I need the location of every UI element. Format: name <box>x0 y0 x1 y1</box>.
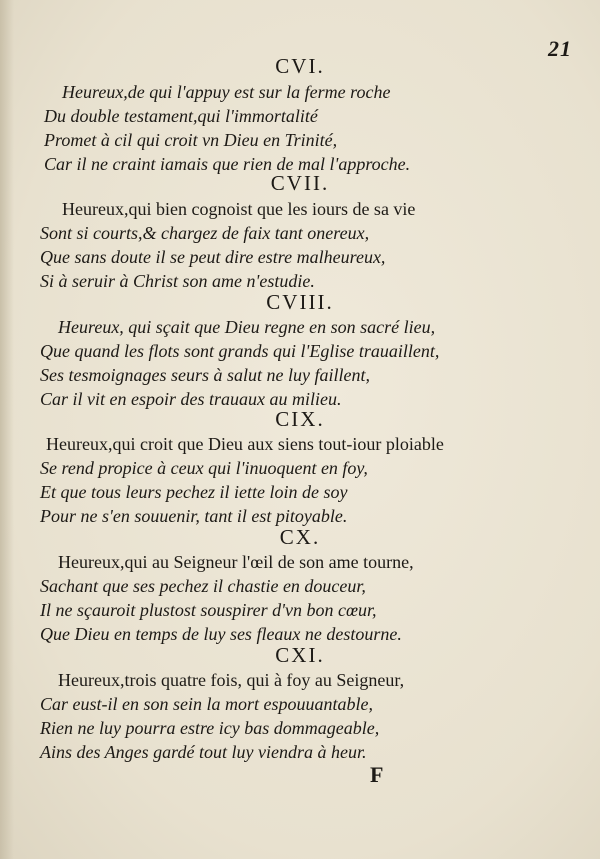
verse-line: Que Dieu en temps de luy ses fleaux ne destourne. <box>40 624 402 644</box>
verse-line: Que sans doute il se peut dire estre malheureux, <box>40 247 386 267</box>
verse-line: Heureux,trois quatre fois, qui à foy au Seigneur, <box>58 670 405 690</box>
stanza-heading: CIX. <box>275 407 325 431</box>
verse-line: Sont si courts,& chargez de faix tant onereux, <box>40 223 370 243</box>
verse-line: Et que tous leurs pechez il iette loin de soy <box>40 482 348 502</box>
verse-line: Car eust-il en son sein la mort espouuantable, <box>40 694 373 714</box>
verse-line: Heureux,de qui l'appuy est sur la ferme roche <box>62 82 391 102</box>
verse-line: Car il ne craint iamais que rien de mal l'approche. <box>44 154 411 174</box>
stanza-heading: CX. <box>279 525 321 549</box>
verse-line: Se rend propice à ceux qui l'inuoquent en foy, <box>40 458 368 478</box>
verse-line: Heureux,qui bien cognoist que les iours de sa vie <box>62 199 416 219</box>
verse-line: Si à seruir à Christ son ame n'estudie. <box>40 271 315 291</box>
verse-line: Ains des Anges gardé tout luy viendra à heur. <box>40 742 367 762</box>
verse-line: Promet à cil qui croit vn Dieu en Trinité, <box>44 130 338 150</box>
verse-line: Ses tesmoignages seurs à salut ne luy faillent, <box>40 365 370 385</box>
verse-line: Car il vit en espoir des trauaux au milieu. <box>40 389 342 409</box>
verse-line: Que quand les flots sont grands qui l'Eglise trauaillent, <box>40 341 440 361</box>
stanza-heading: CXI. <box>275 643 325 667</box>
verse-line: Pour ne s'en souuenir, tant il est pitoyable. <box>40 506 348 526</box>
signature-mark: F <box>370 762 384 787</box>
verse-line: Du double testament,qui l'immortalité <box>44 106 318 126</box>
verse-line: Sachant que ses pechez il chastie en douceur, <box>40 576 366 596</box>
verse-line: Il ne sçauroit plustost souspirer d'vn bon cœur, <box>40 600 377 620</box>
verse-line: Heureux, qui sçait que Dieu regne en son sacré lieu, <box>58 317 436 337</box>
stanza-heading: CVIII. <box>266 290 334 314</box>
stanza-heading: CVI. <box>275 54 325 78</box>
verse-line: Rien ne luy pourra estre icy bas dommageable, <box>40 718 380 738</box>
stanza-heading: CVII. <box>270 171 330 195</box>
page-number: 21 <box>548 36 572 61</box>
page-edge-shadow <box>0 0 14 859</box>
verse-line: Heureux,qui croit que Dieu aux siens tout-iour ploiable <box>46 434 444 454</box>
verse-line: Heureux,qui au Seigneur l'œil de son ame tourne, <box>58 552 414 572</box>
